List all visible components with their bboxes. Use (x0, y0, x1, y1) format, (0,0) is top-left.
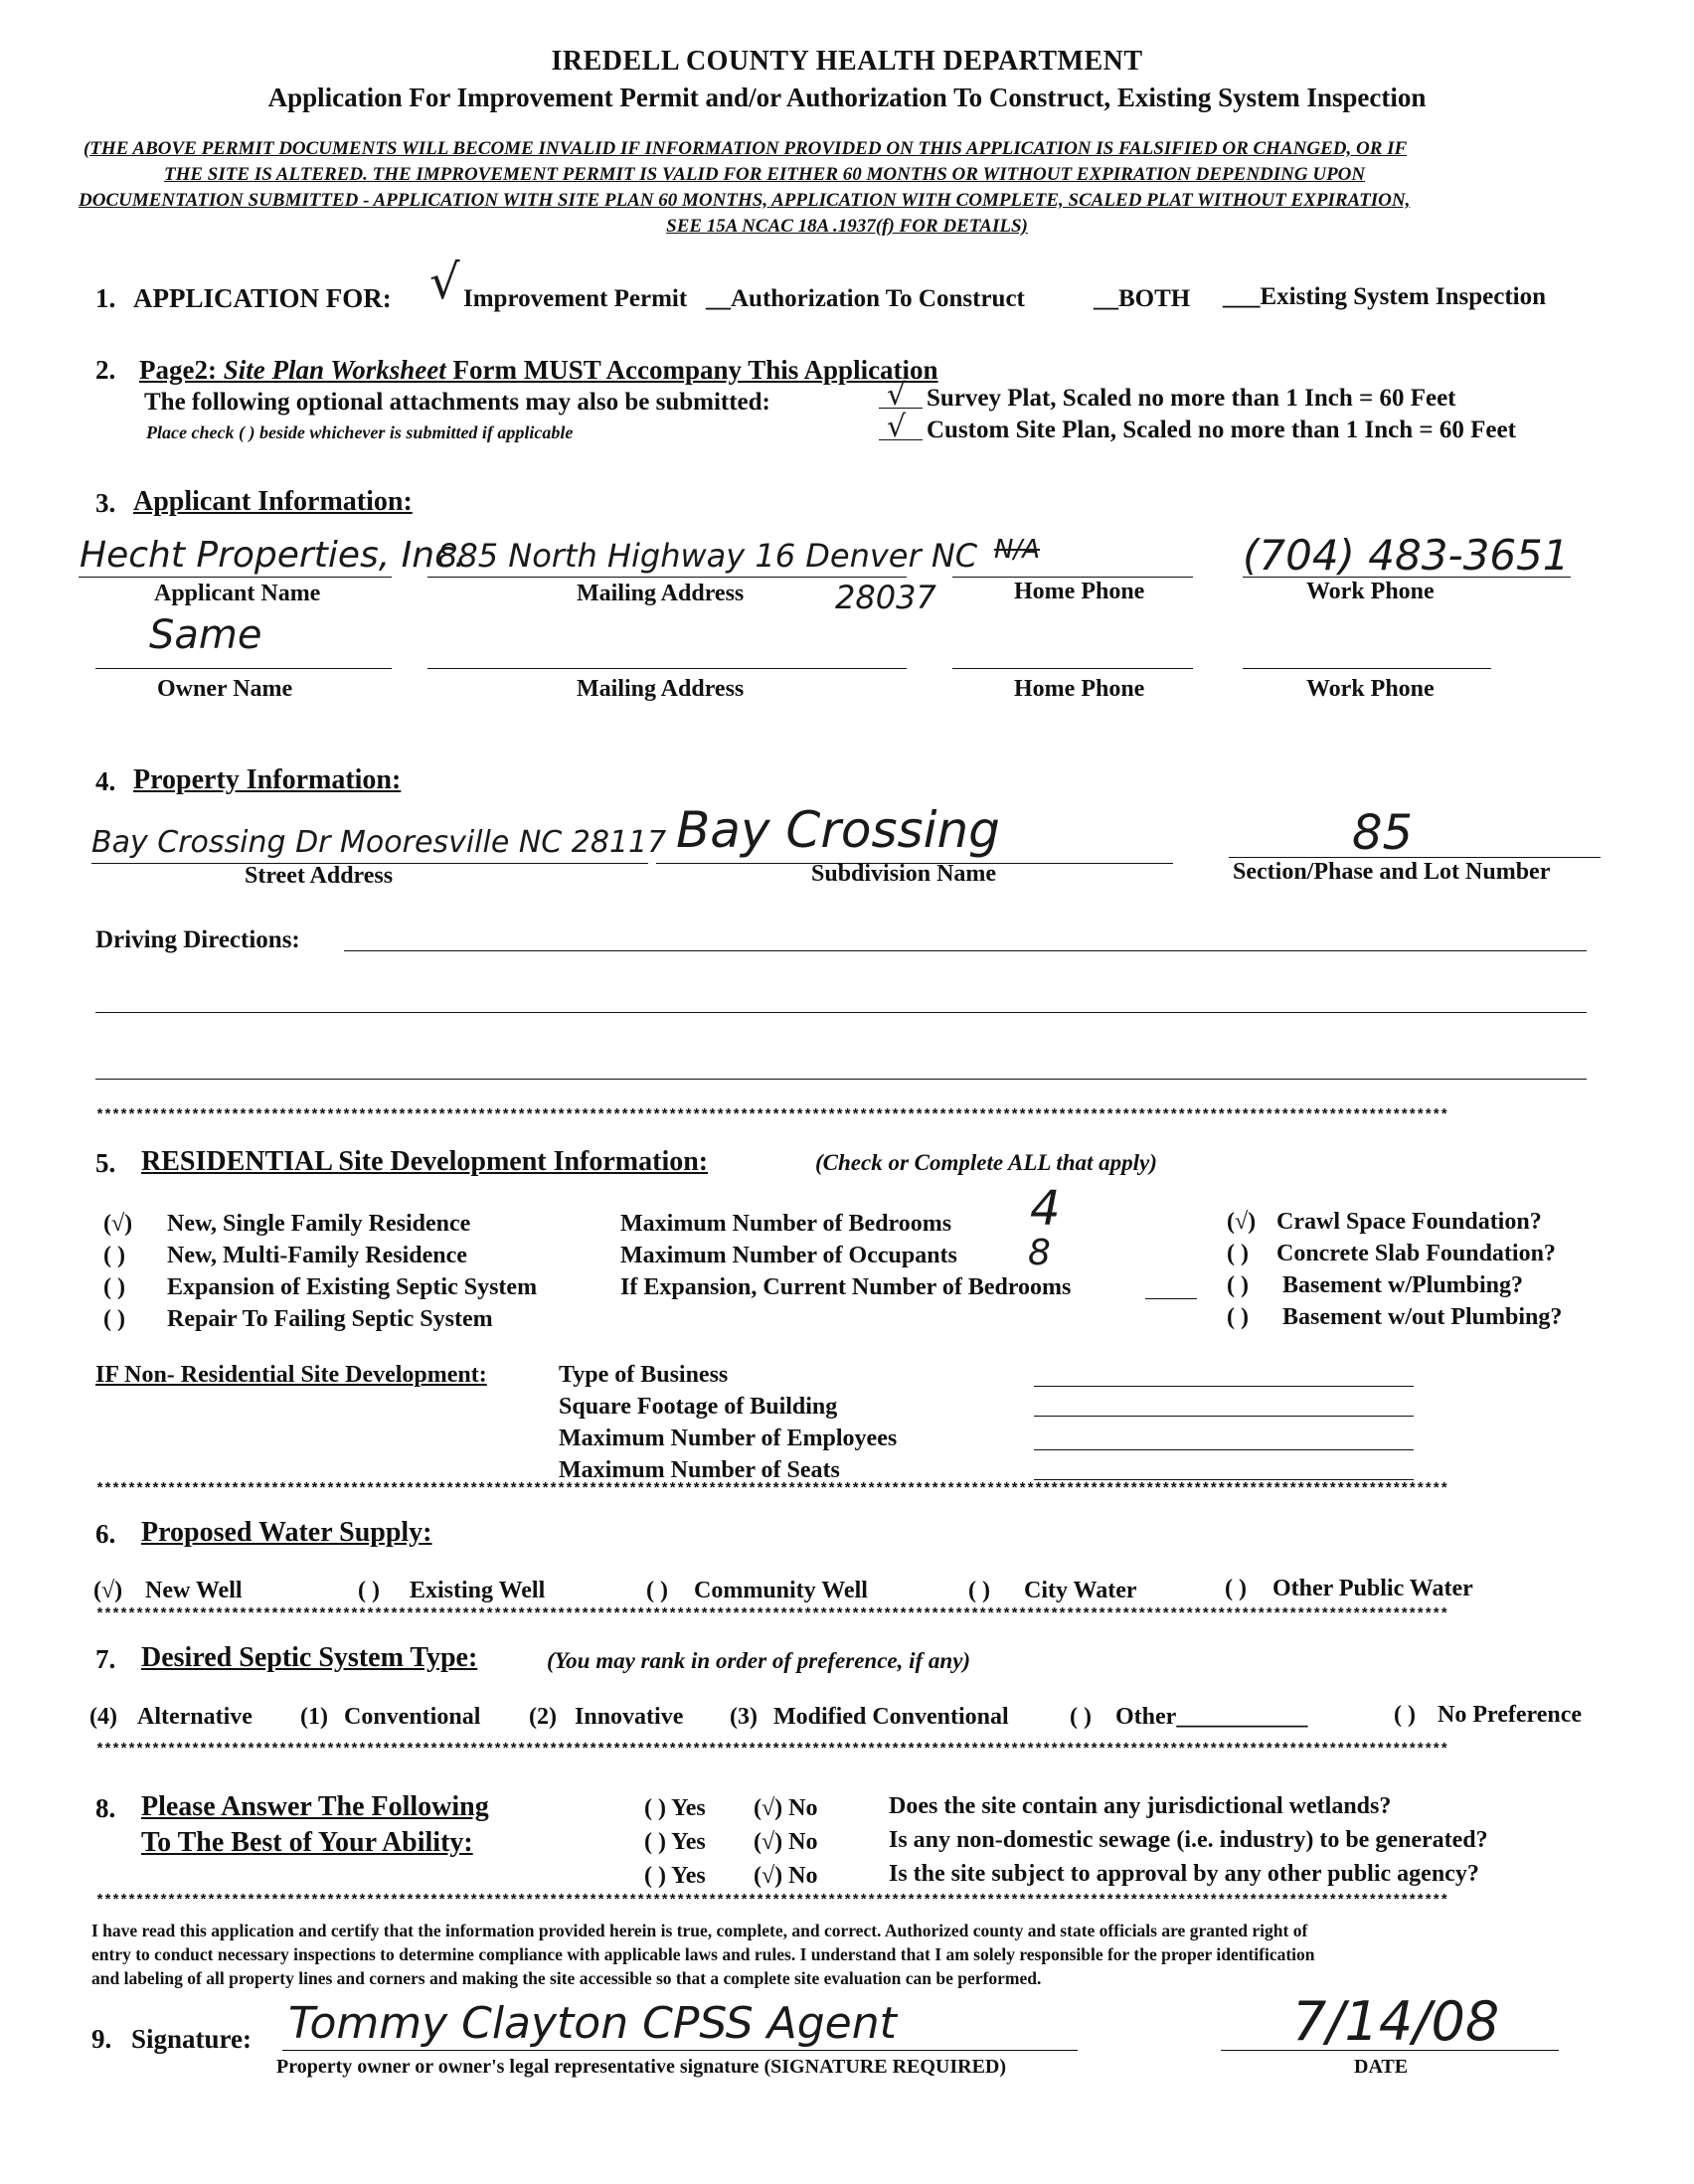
max-seats-line[interactable] (1034, 1479, 1414, 1480)
lot-number-caption: Section/Phase and Lot Number (1233, 859, 1551, 885)
section-8-number: 8. (95, 1793, 116, 1823)
option-both: __BOTH (1094, 285, 1191, 312)
property-info-title: Property Information: (133, 764, 402, 795)
home-phone-value[interactable]: N/A (994, 535, 1040, 565)
department-title: IREDELL COUNTY HEALTH DEPARTMENT (551, 46, 1143, 77)
owner-name-line (95, 668, 392, 669)
driving-directions-line-1[interactable] (344, 950, 1587, 951)
repair-label: Repair To Failing Septic System (167, 1306, 493, 1332)
section-6-number: 6. (95, 1519, 116, 1549)
current-bedrooms-blank[interactable] (1145, 1298, 1197, 1299)
basement-plumbing-label: Basement w/Plumbing? (1282, 1272, 1524, 1298)
city-water-label: City Water (1024, 1578, 1137, 1603)
work-phone-caption: Work Phone (1306, 579, 1435, 604)
existing-well-mark[interactable]: ( ) (358, 1578, 380, 1603)
street-address-value[interactable]: Bay Crossing Dr Mooresville NC 28117 (91, 825, 667, 860)
form-subtitle: Application For Improvement Permit and/or Authorization To Construct, Existing System Inspection (267, 83, 1427, 112)
lot-number-line (1229, 857, 1601, 858)
other-public-water-label: Other Public Water (1272, 1576, 1473, 1601)
owner-name-caption: Owner Name (157, 676, 293, 702)
current-bedrooms-label: If Expansion, Current Number of Bedrooms (620, 1274, 1072, 1300)
mailing-address-caption: Mailing Address (577, 581, 745, 606)
max-employees-line[interactable] (1034, 1449, 1414, 1450)
mailing-address-value[interactable]: 885 North Highway 16 Denver NC (437, 537, 978, 575)
other-public-water-mark[interactable]: ( ) (1225, 1576, 1247, 1601)
work-phone-value[interactable]: (704) 483-3651 (1243, 531, 1570, 580)
basement-no-plumbing-label: Basement w/out Plumbing? (1282, 1304, 1563, 1330)
place-check-note: Place check ( ) beside whichever is submitted if applicable (146, 422, 574, 442)
septic-type-title: Desired Septic System Type: (141, 1642, 478, 1673)
residential-title: RESIDENTIAL Site Development Information: (141, 1146, 709, 1177)
star-divider-3: ************************************************************************************************************************************************************************** (95, 1606, 1448, 1623)
notice-line-2: THE SITE IS ALTERED. THE IMPROVEMENT PERMIT IS VALID FOR EITHER 60 MONTHS OR WITHOUT EXPIRATION DEPENDING UPON (164, 164, 1366, 185)
max-employees-label: Maximum Number of Employees (559, 1426, 898, 1451)
lot-number-value[interactable]: 85 (1352, 805, 1414, 861)
basement-no-plumbing-mark[interactable]: ( ) (1227, 1304, 1249, 1330)
applicant-name-value[interactable]: Hecht Properties, Inc. (80, 535, 466, 576)
section-4-number: 4. (95, 766, 116, 796)
max-bedrooms-label: Maximum Number of Bedrooms (620, 1211, 952, 1237)
notice-line-4: SEE 15A NCAC 18A .1937(f) FOR DETAILS) (666, 216, 1028, 237)
modified-conventional-label: Modified Conventional (773, 1704, 1009, 1730)
star-divider-2: ************************************************************************************************************************************************************************** (95, 1481, 1448, 1498)
survey-plat-blank (879, 408, 923, 409)
concrete-slab-mark[interactable]: ( ) (1227, 1241, 1249, 1266)
residential-note: (Check or Complete ALL that apply) (815, 1150, 1157, 1175)
survey-plat-option: Survey Plat, Scaled no more than 1 Inch = 60 Feet (927, 385, 1456, 412)
agency-no[interactable]: (√) No (754, 1863, 818, 1889)
star-divider-5: ************************************************************************************************************************************************************************** (95, 1893, 1448, 1910)
sewage-question: Is any non-domestic sewage (i.e. industry) to be generated? (889, 1827, 1488, 1853)
answer-following-title-2: To The Best of Your Ability: (141, 1827, 473, 1858)
new-well-label: New Well (145, 1578, 243, 1603)
non-residential-label: IF Non- Residential Site Development: (95, 1362, 487, 1388)
agency-yes[interactable]: ( ) Yes (644, 1863, 706, 1889)
expansion-label: Expansion of Existing Septic System (167, 1274, 538, 1300)
signature-label: Signature: (131, 2024, 253, 2054)
no-preference-label: No Preference (1438, 1702, 1583, 1728)
option-existing-inspection: ___Existing System Inspection (1223, 283, 1547, 310)
subdivision-caption: Subdivision Name (811, 861, 997, 887)
max-occupants-label: Maximum Number of Occupants (620, 1243, 957, 1268)
wetlands-yes[interactable]: ( ) Yes (644, 1795, 706, 1821)
applicant-name-caption: Applicant Name (154, 581, 321, 606)
improvement-permit-check[interactable]: √ (429, 254, 460, 310)
other-septic-mark[interactable]: ( ) (1070, 1704, 1092, 1730)
max-bedrooms-value[interactable]: 4 (1030, 1181, 1061, 1237)
mailing-zip-value[interactable]: 28037 (835, 579, 936, 616)
driving-directions-line-3[interactable] (95, 1079, 1587, 1080)
section-9-number: 9. (91, 2024, 112, 2054)
type-of-business-label: Type of Business (559, 1362, 729, 1388)
single-family-mark[interactable]: (√) (103, 1211, 133, 1237)
street-address-caption: Street Address (245, 863, 394, 889)
community-well-mark[interactable]: ( ) (646, 1578, 668, 1603)
custom-site-plan-check[interactable]: √ (887, 410, 907, 444)
sewage-yes[interactable]: ( ) Yes (644, 1829, 706, 1855)
community-well-label: Community Well (694, 1578, 868, 1603)
site-plan-title-a: Page2: (139, 355, 224, 385)
water-supply-title: Proposed Water Supply: (141, 1517, 432, 1548)
crawl-space-label: Crawl Space Foundation? (1276, 1209, 1542, 1235)
option-authorization: __Authorization To Construct (706, 285, 1025, 312)
section-1-number: 1. (95, 283, 116, 313)
repair-mark[interactable]: ( ) (103, 1306, 125, 1332)
owner-home-phone-line (952, 668, 1193, 669)
signature-date[interactable]: 7/14/08 (1292, 1990, 1500, 2053)
owner-work-phone-caption: Work Phone (1306, 676, 1435, 702)
innovative-label: Innovative (575, 1704, 684, 1730)
max-seats-label: Maximum Number of Seats (559, 1457, 840, 1483)
work-phone-line (1243, 577, 1571, 578)
signature-line (282, 2050, 1078, 2051)
certification-line-3: and labeling of all property lines and corners and making the site accessible so that a complete site evaluation can be performed. (91, 1968, 1042, 1988)
custom-site-plan-blank (879, 439, 923, 440)
notice-line-3: DOCUMENTATION SUBMITTED - APPLICATION WITH SITE PLAN 60 MONTHS, APPLICATION WITH COMPLETE, SCALED PLAT WITHOUT EXPIRATION, (79, 190, 1411, 211)
custom-site-plan-option: Custom Site Plan, Scaled no more than 1 Inch = 60 Feet (927, 417, 1516, 443)
wetlands-question: Does the site contain any jurisdictional wetlands? (889, 1793, 1392, 1819)
agency-question: Is the site subject to approval by any other public agency? (889, 1861, 1479, 1887)
new-well-mark[interactable]: (√) (93, 1578, 123, 1603)
mailing-address-line (427, 577, 907, 578)
site-plan-title-b: Site Plan Worksheet (223, 355, 446, 385)
applicant-name-line (79, 577, 392, 578)
square-footage-label: Square Footage of Building (559, 1394, 838, 1420)
conventional-label: Conventional (344, 1704, 481, 1730)
date-line (1221, 2050, 1559, 2051)
home-phone-line (952, 577, 1193, 578)
crawl-space-mark[interactable]: (√) (1227, 1209, 1257, 1235)
alternative-label: Alternative (137, 1704, 253, 1730)
concrete-slab-label: Concrete Slab Foundation? (1276, 1241, 1556, 1266)
basement-plumbing-mark[interactable]: ( ) (1227, 1272, 1249, 1298)
other-septic-label: Other___________ (1115, 1704, 1308, 1730)
star-divider-4: ************************************************************************************************************************************************************************** (95, 1742, 1448, 1759)
existing-well-label: Existing Well (410, 1578, 546, 1603)
application-for-label: APPLICATION FOR: (133, 283, 392, 313)
driving-directions-line-2[interactable] (95, 1012, 1587, 1013)
site-plan-title (139, 355, 938, 386)
owner-name-value[interactable]: Same (149, 612, 262, 658)
site-plan-title-c: Form MUST Accompany This Application (445, 355, 938, 385)
modified-conventional-rank[interactable]: (3) (730, 1704, 758, 1730)
certification-line-2: entry to conduct necessary inspections to determine compliance with applicable laws and rules. I understand that I am solely responsible for the proper identification (91, 1944, 1315, 1964)
notice-line-1: (THE ABOVE PERMIT DOCUMENTS WILL BECOME INVALID IF INFORMATION PROVIDED ON THIS APPLICATION IS FALSIFIED OR CHANGED, OR IF (84, 138, 1408, 159)
city-water-mark[interactable]: ( ) (968, 1578, 990, 1603)
septic-type-note: (You may rank in order of preference, if any) (547, 1648, 971, 1673)
signature-caption: Property owner or owner's legal representative signature (SIGNATURE REQUIRED) (276, 2056, 1007, 2078)
single-family-label: New, Single Family Residence (167, 1211, 471, 1237)
conventional-rank[interactable]: (1) (300, 1704, 328, 1730)
subdivision-value[interactable]: Bay Crossing (676, 801, 1000, 859)
applicant-info-title: Applicant Information: (133, 486, 413, 517)
multi-family-label: New, Multi-Family Residence (167, 1243, 467, 1268)
owner-mailing-line (427, 668, 907, 669)
max-occupants-value[interactable]: 8 (1028, 1233, 1051, 1273)
star-divider-1: ************************************************************************************************************************************************************************** (95, 1107, 1448, 1124)
square-footage-line[interactable] (1034, 1416, 1414, 1417)
innovative-rank[interactable]: (2) (529, 1704, 557, 1730)
owner-home-phone-caption: Home Phone (1014, 676, 1145, 702)
section-5-number: 5. (95, 1148, 116, 1178)
section-3-number: 3. (95, 488, 116, 518)
home-phone-caption: Home Phone (1014, 579, 1145, 604)
type-of-business-line[interactable] (1034, 1386, 1414, 1387)
section-7-number: 7. (95, 1644, 116, 1674)
answer-following-title-1: Please Answer The Following (141, 1791, 489, 1822)
option-improvement-permit: Improvement Permit (463, 285, 688, 312)
survey-plat-check[interactable]: √ (887, 378, 907, 413)
date-caption: DATE (1354, 2056, 1409, 2078)
sewage-no[interactable]: (√) No (754, 1829, 818, 1855)
alternative-rank[interactable]: (4) (89, 1704, 117, 1730)
wetlands-no[interactable]: (√) No (754, 1795, 818, 1821)
multi-family-mark[interactable]: ( ) (103, 1243, 125, 1268)
certification-line-1: I have read this application and certify that the information provided herein is true, complete, and correct. Authorized county and state officials are granted right of (91, 1921, 1308, 1940)
owner-work-phone-line (1243, 668, 1491, 669)
no-preference-mark[interactable]: ( ) (1394, 1702, 1416, 1728)
owner-mailing-caption: Mailing Address (577, 676, 745, 702)
applicant-signature[interactable]: Tommy Clayton CPSS Agent (288, 1998, 897, 2049)
optional-attachments-text: The following optional attachments may also be submitted: (144, 389, 770, 416)
driving-directions-label: Driving Directions: (95, 926, 300, 953)
expansion-mark[interactable]: ( ) (103, 1274, 125, 1300)
section-2-number: 2. (95, 355, 116, 385)
